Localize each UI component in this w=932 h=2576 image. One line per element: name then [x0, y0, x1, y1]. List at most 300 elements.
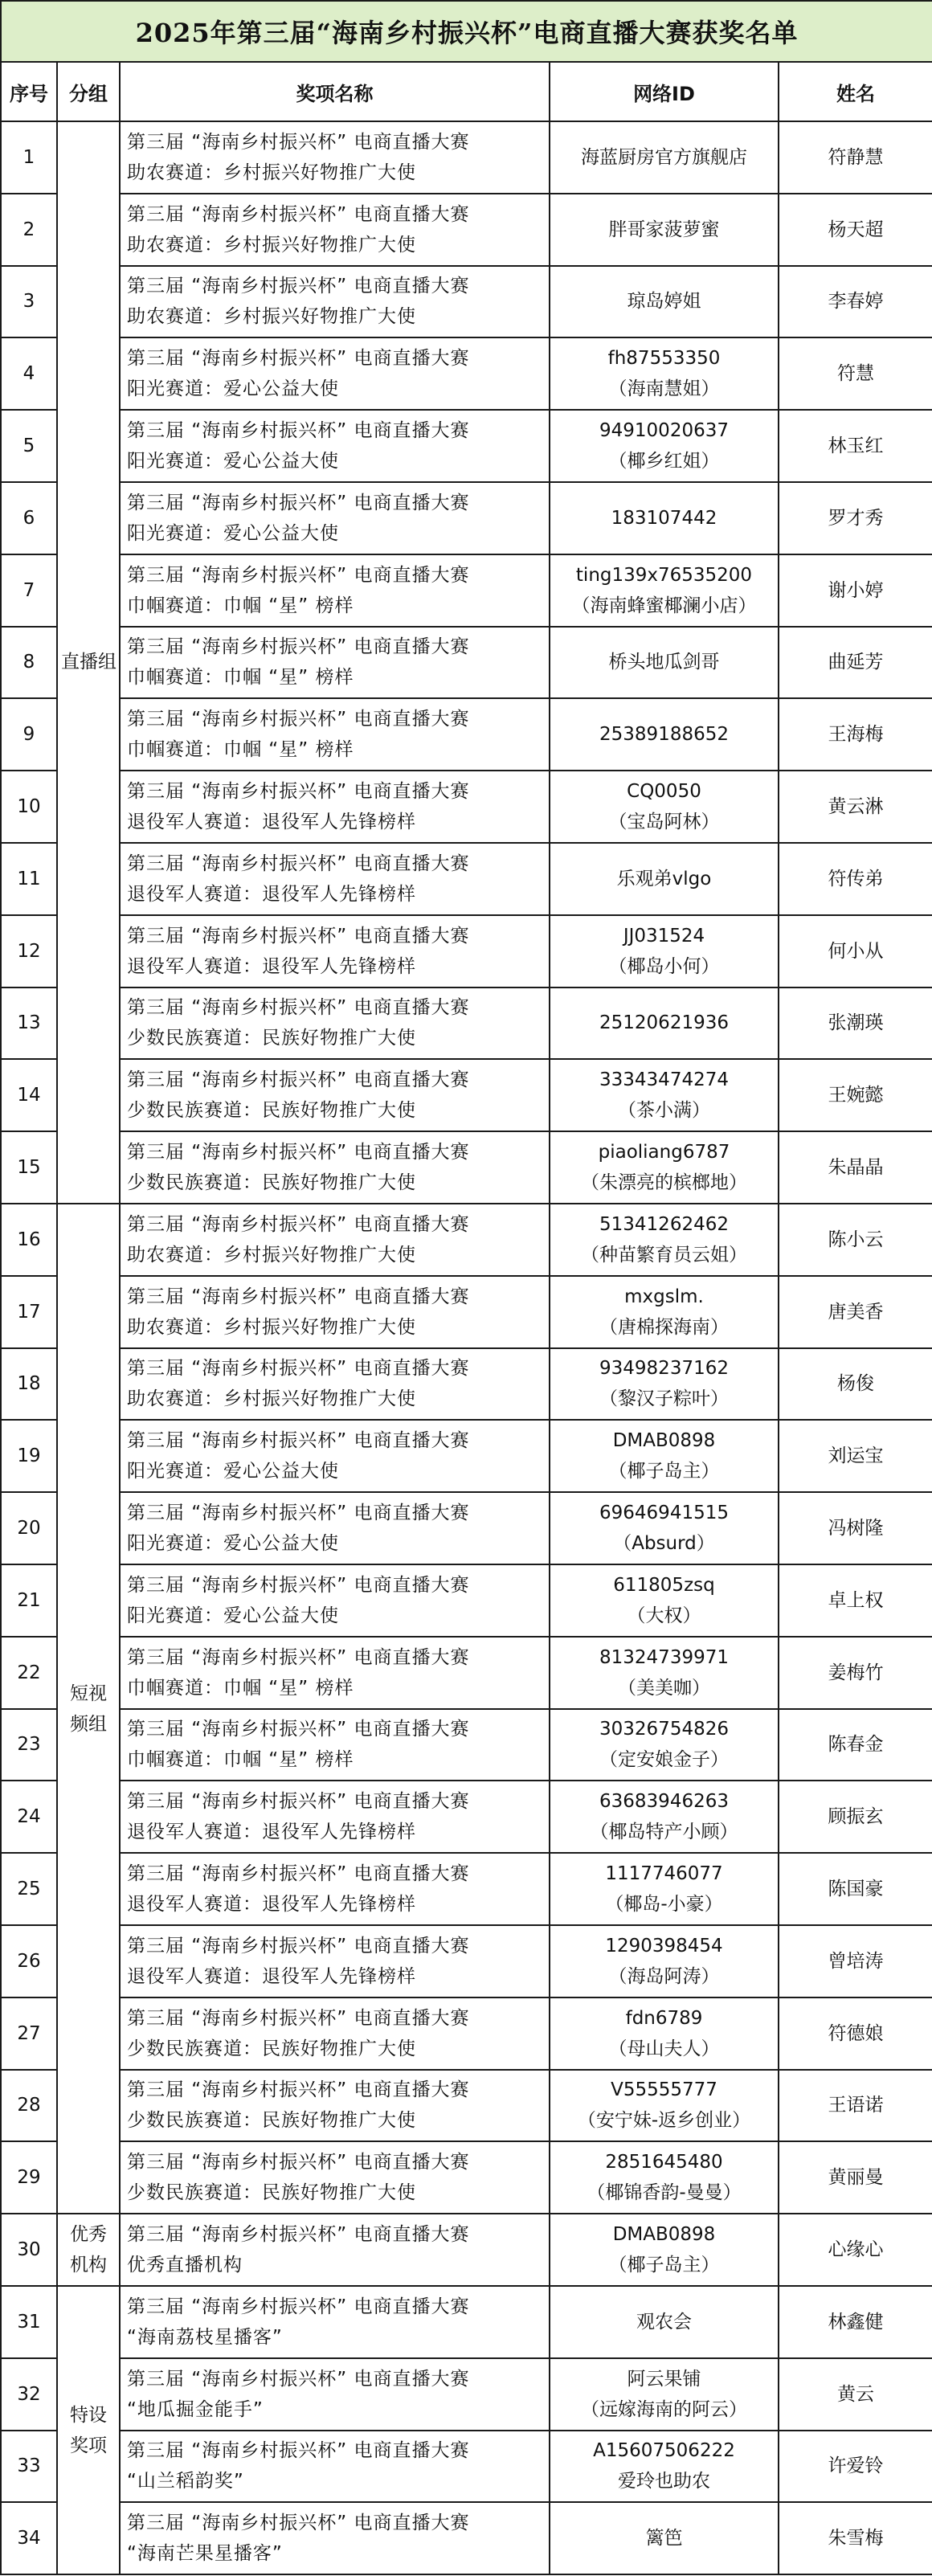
netid-line: 33343474274	[599, 1069, 729, 1091]
netid-line: （朱漂亮的槟榔地）	[581, 1172, 747, 1194]
group-label: 短视	[70, 1683, 107, 1704]
award-cell	[120, 2358, 550, 2431]
award-line: 第三届 “海南乡村振兴杯” 电商直播大赛	[127, 276, 470, 297]
netid-cell	[550, 1348, 779, 1421]
netid-cell	[550, 698, 779, 771]
table-row	[1, 2070, 932, 2142]
netid-cell	[550, 1059, 779, 1131]
award-cell	[120, 915, 550, 987]
award-line: 退役军人赛道：退役军人先锋榜样	[127, 1894, 416, 1916]
award-line: 巾帼赛道：巾帼 “星” 榜样	[127, 1677, 354, 1699]
award-line: 第三届 “海南乡村振兴杯” 电商直播大赛	[127, 853, 470, 874]
award-cell	[120, 266, 550, 338]
header-award: 奖项名称	[120, 62, 550, 121]
table-row	[1, 1348, 932, 1421]
award-line: 阳光赛道：爱心公益大使	[127, 1605, 339, 1626]
person-name: 顾振玄	[779, 1781, 932, 1853]
award-line: 退役军人赛道：退役军人先锋榜样	[127, 955, 416, 977]
netid-line: 25120621936	[599, 1012, 729, 1034]
award-line: 第三届 “海南乡村振兴杯” 电商直播大赛	[127, 925, 470, 947]
table-row	[1, 1564, 932, 1637]
row-number: 1	[1, 121, 57, 194]
netid-cell	[550, 2431, 779, 2503]
netid-cell	[550, 1564, 779, 1637]
netid-line: 611805zsq	[613, 1574, 715, 1596]
person-name: 许爱铃	[779, 2431, 932, 2503]
netid-line: ting139x76535200	[575, 564, 753, 586]
netid-line: （黎汉子粽叶）	[599, 1388, 729, 1410]
award-cell	[120, 1492, 550, 1564]
row-number: 33	[1, 2431, 57, 2503]
person-name: 李春婷	[779, 266, 932, 338]
award-line: 阳光赛道：爱心公益大使	[127, 378, 339, 400]
award-cell	[120, 1564, 550, 1637]
table-row	[1, 1204, 932, 1276]
netid-cell	[550, 987, 779, 1060]
award-cell	[120, 1420, 550, 1492]
row-number: 17	[1, 1276, 57, 1348]
group-cell	[57, 2286, 120, 2574]
award-cell	[120, 1276, 550, 1348]
person-name: 杨天超	[779, 194, 932, 266]
netid-line: 2851645480	[605, 2152, 723, 2173]
netid-line: fdn6789	[625, 2007, 703, 2029]
page-title: 2025年第三届“海南乡村振兴杯”电商直播大赛获奖名单	[1, 1, 932, 62]
netid-line: 篱笆	[645, 2528, 683, 2549]
netid-cell	[550, 2502, 779, 2574]
table-row	[1, 1709, 932, 1781]
person-name: 王婉懿	[779, 1059, 932, 1131]
award-line: 巾帼赛道：巾帼 “星” 榜样	[127, 739, 354, 761]
award-line: 第三届 “海南乡村振兴杯” 电商直播大赛	[127, 1646, 470, 1668]
award-line: 第三届 “海南乡村振兴杯” 电商直播大赛	[127, 1503, 470, 1524]
person-name: 符传弟	[779, 843, 932, 915]
award-line: 第三届 “海南乡村振兴杯” 电商直播大赛	[127, 1574, 470, 1596]
row-number: 2	[1, 194, 57, 266]
row-number: 24	[1, 1781, 57, 1853]
person-name: 曲延芳	[779, 627, 932, 699]
netid-line: piaoliang6787	[598, 1142, 730, 1163]
netid-line: （椰锦香韵-曼曼）	[587, 2182, 742, 2204]
table-row	[1, 987, 932, 1060]
award-line: 助农赛道：乡村振兴好物推广大使	[127, 306, 416, 328]
table-row	[1, 1997, 932, 2070]
row-number: 22	[1, 1637, 57, 1709]
netid-line: 63683946263	[599, 1791, 729, 1813]
award-line: 第三届 “海南乡村振兴杯” 电商直播大赛	[127, 1213, 470, 1235]
netid-line: 81324739971	[599, 1646, 729, 1668]
row-number: 29	[1, 2141, 57, 2214]
netid-line: （Absurd）	[613, 1533, 715, 1555]
row-number: 27	[1, 1997, 57, 2070]
table-row	[1, 266, 932, 338]
netid-line: （远嫁海南的阿云）	[581, 2398, 747, 2420]
netid-cell	[550, 194, 779, 266]
netid-line: （椰乡红姐）	[608, 451, 720, 472]
netid-cell	[550, 2070, 779, 2142]
netid-line: （茶小满）	[618, 1100, 710, 1122]
netid-line: 1117746077	[605, 1863, 723, 1885]
group-label: 优秀	[70, 2224, 107, 2245]
person-name: 陈春金	[779, 1709, 932, 1781]
netid-line: （海南蜂蜜椰澜小店）	[571, 595, 757, 616]
table-row	[1, 1131, 932, 1204]
netid-line: 94910020637	[599, 420, 729, 442]
row-number: 4	[1, 337, 57, 410]
row-number: 7	[1, 554, 57, 627]
award-line: 少数民族赛道：民族好物推广大使	[127, 1028, 416, 1049]
row-number: 28	[1, 2070, 57, 2142]
netid-line: 25389188652	[599, 724, 729, 746]
netid-cell	[550, 1131, 779, 1204]
award-line: 第三届 “海南乡村振兴杯” 电商直播大赛	[127, 564, 470, 586]
table-row	[1, 1637, 932, 1709]
netid-line: A15607506222	[593, 2440, 735, 2462]
row-number: 26	[1, 1925, 57, 1997]
row-number: 9	[1, 698, 57, 771]
award-line: 助农赛道：乡村振兴好物推广大使	[127, 1388, 416, 1410]
award-line: 第三届 “海南乡村振兴杯” 电商直播大赛	[127, 492, 470, 513]
award-cell	[120, 843, 550, 915]
netid-cell	[550, 1637, 779, 1709]
netid-cell	[550, 1276, 779, 1348]
award-line: 第三届 “海南乡村振兴杯” 电商直播大赛	[127, 131, 470, 153]
netid-line: DMAB0898	[612, 1430, 716, 1452]
netid-line: （海岛阿涛）	[608, 1965, 720, 1987]
netid-cell	[550, 627, 779, 699]
award-cell	[120, 2141, 550, 2214]
award-line: 退役军人赛道：退役军人先锋榜样	[127, 812, 416, 833]
table-row	[1, 2141, 932, 2214]
table-row	[1, 1492, 932, 1564]
table-row	[1, 337, 932, 410]
netid-cell	[550, 121, 779, 194]
netid-line: （美美咖）	[618, 1677, 710, 1699]
header-group: 分组	[57, 62, 120, 121]
person-name: 符德娘	[779, 1997, 932, 2070]
group-label: 直播组	[61, 652, 117, 673]
table-body	[1, 121, 932, 2574]
award-line: 退役军人赛道：退役军人先锋榜样	[127, 1965, 416, 1987]
award-line: 第三届 “海南乡村振兴杯” 电商直播大赛	[127, 2224, 470, 2245]
person-name: 谢小婷	[779, 554, 932, 627]
row-number: 6	[1, 482, 57, 554]
award-line: “地瓜掘金能手”	[127, 2398, 264, 2420]
award-cell	[120, 410, 550, 482]
netid-cell	[550, 1709, 779, 1781]
group-cell	[57, 2214, 120, 2286]
netid-cell	[550, 1492, 779, 1564]
netid-line: CQ0050	[627, 781, 701, 803]
row-number: 34	[1, 2502, 57, 2574]
row-number: 13	[1, 987, 57, 1060]
table-row	[1, 121, 932, 194]
netid-line: DMAB0898	[612, 2224, 716, 2245]
award-line: 第三届 “海南乡村振兴杯” 电商直播大赛	[127, 420, 470, 442]
person-name: 杨俊	[779, 1348, 932, 1421]
row-number: 30	[1, 2214, 57, 2286]
award-line: 助农赛道：乡村振兴好物推广大使	[127, 234, 416, 256]
netid-line: 51341262462	[599, 1213, 729, 1235]
table-row	[1, 410, 932, 482]
netid-line: （唐棉探海南）	[599, 1316, 729, 1338]
netid-line: 30326754826	[599, 1719, 729, 1740]
award-line: 退役军人赛道：退役军人先锋榜样	[127, 883, 416, 905]
netid-line: （宝岛阿林）	[608, 812, 720, 833]
netid-line: （椰子岛主）	[608, 1461, 720, 1482]
award-cell	[120, 2431, 550, 2503]
table-row	[1, 1925, 932, 1997]
award-line: 第三届 “海南乡村振兴杯” 电商直播大赛	[127, 2079, 470, 2101]
award-line: 巾帼赛道：巾帼 “星” 榜样	[127, 1749, 354, 1771]
award-line: 第三届 “海南乡村振兴杯” 电商直播大赛	[127, 1286, 470, 1307]
award-line: 巾帼赛道：巾帼 “星” 榜样	[127, 595, 354, 616]
netid-line: 观农会	[636, 2311, 692, 2333]
netid-line: 胖哥家菠萝蜜	[608, 219, 720, 240]
row-number: 15	[1, 1131, 57, 1204]
award-line: 第三届 “海南乡村振兴杯” 电商直播大赛	[127, 2296, 470, 2317]
row-number: 10	[1, 771, 57, 843]
netid-cell	[550, 843, 779, 915]
award-line: 第三届 “海南乡村振兴杯” 电商直播大赛	[127, 781, 470, 803]
netid-cell	[550, 2214, 779, 2286]
award-line: 第三届 “海南乡村振兴杯” 电商直播大赛	[127, 2152, 470, 2173]
person-name: 王海梅	[779, 698, 932, 771]
person-name: 陈国豪	[779, 1853, 932, 1925]
person-name: 冯树隆	[779, 1492, 932, 1564]
netid-line: （大权）	[627, 1605, 701, 1626]
award-line: 少数民族赛道：民族好物推广大使	[127, 1100, 416, 1122]
award-cell	[120, 337, 550, 410]
netid-cell	[550, 337, 779, 410]
award-line: 第三届 “海南乡村振兴杯” 电商直播大赛	[127, 1069, 470, 1091]
netid-line: 桥头地瓜剑哥	[608, 652, 720, 673]
netid-cell	[550, 1997, 779, 2070]
group-cell	[57, 1204, 120, 2214]
netid-line: （海南慧姐）	[608, 378, 720, 400]
award-cell	[120, 194, 550, 266]
netid-line: 海蓝厨房官方旗舰店	[581, 146, 747, 168]
table-row	[1, 2502, 932, 2574]
netid-line: （椰子岛主）	[608, 2255, 720, 2275]
award-line: 第三届 “海南乡村振兴杯” 电商直播大赛	[127, 2007, 470, 2029]
netid-cell	[550, 771, 779, 843]
award-cell	[120, 1709, 550, 1781]
award-line: 第三届 “海南乡村振兴杯” 电商直播大赛	[127, 1863, 470, 1885]
row-number: 18	[1, 1348, 57, 1421]
award-cell	[120, 627, 550, 699]
person-name: 黄云	[779, 2358, 932, 2431]
table-row	[1, 1276, 932, 1348]
netid-cell	[550, 2141, 779, 2214]
netid-cell	[550, 2286, 779, 2358]
person-name: 符慧	[779, 337, 932, 410]
netid-line: mxgslm.	[624, 1286, 704, 1307]
table-row	[1, 554, 932, 627]
netid-line: fh87553350	[607, 348, 721, 370]
award-line: 助农赛道：乡村振兴好物推广大使	[127, 1316, 416, 1338]
netid-line: JJ031524	[623, 925, 705, 947]
group-label: 奖项	[70, 2435, 107, 2456]
header-name: 姓名	[779, 62, 932, 121]
person-name: 刘运宝	[779, 1420, 932, 1492]
award-cell	[120, 1204, 550, 1276]
person-name: 朱晶晶	[779, 1131, 932, 1204]
person-name: 林鑫健	[779, 2286, 932, 2358]
row-number: 3	[1, 266, 57, 338]
netid-cell	[550, 1204, 779, 1276]
award-line: “海南芒果星播客”	[127, 2543, 283, 2565]
table-row	[1, 1853, 932, 1925]
award-line: 第三届 “海南乡村振兴杯” 电商直播大赛	[127, 1719, 470, 1740]
award-cell	[120, 1925, 550, 1997]
table-row	[1, 1781, 932, 1853]
person-name: 唐美香	[779, 1276, 932, 1348]
award-line: “山兰稻韵奖”	[127, 2471, 244, 2492]
award-cell	[120, 1853, 550, 1925]
table-row	[1, 2286, 932, 2358]
group-cell	[57, 121, 120, 1204]
person-name: 林玉红	[779, 410, 932, 482]
netid-cell	[550, 482, 779, 554]
award-line: 少数民族赛道：民族好物推广大使	[127, 2182, 416, 2204]
award-line: 第三届 “海南乡村振兴杯” 电商直播大赛	[127, 997, 470, 1019]
netid-line: V55555777	[611, 2079, 717, 2101]
row-number: 32	[1, 2358, 57, 2431]
table-row	[1, 2358, 932, 2431]
person-name: 王语诺	[779, 2070, 932, 2142]
award-line: 阳光赛道：爱心公益大使	[127, 1533, 339, 1555]
award-cell	[120, 2502, 550, 2574]
award-line: 第三届 “海南乡村振兴杯” 电商直播大赛	[127, 1791, 470, 1813]
award-line: 第三届 “海南乡村振兴杯” 电商直播大赛	[127, 203, 470, 225]
netid-line: 69646941515	[599, 1503, 729, 1524]
award-cell	[120, 1997, 550, 2070]
table-row	[1, 698, 932, 771]
netid-cell	[550, 2358, 779, 2431]
table-row	[1, 1059, 932, 1131]
netid-line: （母山夫人）	[608, 2038, 720, 2059]
person-name: 卓上权	[779, 1564, 932, 1637]
netid-line: （安宁妹-返乡创业）	[577, 2110, 751, 2132]
award-cell	[120, 554, 550, 627]
netid-cell	[550, 1781, 779, 1853]
netid-line: （椰岛特产小顾）	[590, 1822, 738, 1843]
row-number: 14	[1, 1059, 57, 1131]
netid-cell	[550, 554, 779, 627]
row-number: 16	[1, 1204, 57, 1276]
netid-line: （种苗繁育员云姐）	[581, 1244, 747, 1266]
award-cell	[120, 1131, 550, 1204]
award-line: 第三届 “海南乡村振兴杯” 电商直播大赛	[127, 2440, 470, 2462]
netid-cell	[550, 915, 779, 987]
award-cell	[120, 1348, 550, 1421]
netid-line: 阿云果铺	[627, 2368, 701, 2390]
award-cell	[120, 482, 550, 554]
award-line: 阳光赛道：爱心公益大使	[127, 1461, 339, 1482]
award-cell	[120, 1059, 550, 1131]
person-name: 心缘心	[779, 2214, 932, 2286]
award-line: 第三届 “海南乡村振兴杯” 电商直播大赛	[127, 1430, 470, 1452]
table-row	[1, 843, 932, 915]
row-number: 20	[1, 1492, 57, 1564]
award-line: 优秀直播机构	[127, 2255, 243, 2275]
netid-line: 93498237162	[599, 1358, 729, 1380]
row-number: 12	[1, 915, 57, 987]
table-row	[1, 771, 932, 843]
header-no: 序号	[1, 62, 57, 121]
row-number: 23	[1, 1709, 57, 1781]
netid-line: 183107442	[611, 507, 717, 529]
netid-line: 爱玲也助农	[618, 2471, 710, 2492]
group-label: 频组	[70, 1713, 107, 1735]
award-line: 助农赛道：乡村振兴好物推广大使	[127, 162, 416, 183]
netid-cell	[550, 1925, 779, 1997]
person-name: 姜梅竹	[779, 1637, 932, 1709]
person-name: 朱雪梅	[779, 2502, 932, 2574]
award-cell	[120, 2070, 550, 2142]
award-line: 第三届 “海南乡村振兴杯” 电商直播大赛	[127, 636, 470, 658]
award-line: 第三届 “海南乡村振兴杯” 电商直播大赛	[127, 348, 470, 370]
table-row	[1, 915, 932, 987]
table-row	[1, 2431, 932, 2503]
row-number: 11	[1, 843, 57, 915]
award-line: 第三届 “海南乡村振兴杯” 电商直播大赛	[127, 2513, 470, 2534]
award-line: “海南荔枝星播客”	[127, 2326, 283, 2348]
award-line: 少数民族赛道：民族好物推广大使	[127, 1172, 416, 1194]
award-line: 第三届 “海南乡村振兴杯” 电商直播大赛	[127, 1142, 470, 1163]
netid-line: 1290398454	[605, 1935, 723, 1957]
table-row	[1, 627, 932, 699]
row-number: 21	[1, 1564, 57, 1637]
netid-cell	[550, 410, 779, 482]
netid-line: （定安娘金子）	[599, 1749, 729, 1771]
award-line: 第三届 “海南乡村振兴杯” 电商直播大赛	[127, 1358, 470, 1380]
person-name: 曾培涛	[779, 1925, 932, 1997]
person-name: 黄丽曼	[779, 2141, 932, 2214]
award-line: 巾帼赛道：巾帼 “星” 榜样	[127, 667, 354, 689]
netid-cell	[550, 266, 779, 338]
group-label: 特设	[70, 2404, 107, 2426]
table-row	[1, 2214, 932, 2286]
award-cell	[120, 698, 550, 771]
award-line: 阳光赛道：爱心公益大使	[127, 451, 339, 472]
person-name: 张潮瑛	[779, 987, 932, 1060]
netid-line: 乐观弟vlgo	[616, 868, 712, 889]
award-line: 第三届 “海南乡村振兴杯” 电商直播大赛	[127, 1935, 470, 1957]
award-cell	[120, 987, 550, 1060]
award-line: 少数民族赛道：民族好物推广大使	[127, 2038, 416, 2059]
award-line: 第三届 “海南乡村振兴杯” 电商直播大赛	[127, 709, 470, 730]
row-number: 5	[1, 410, 57, 482]
table-row	[1, 482, 932, 554]
row-number: 25	[1, 1853, 57, 1925]
netid-line: （椰岛-小豪）	[605, 1894, 723, 1916]
table-row	[1, 1420, 932, 1492]
award-line: 退役军人赛道：退役军人先锋榜样	[127, 1822, 416, 1843]
netid-line: （椰岛小何）	[608, 955, 720, 977]
header-netid: 网络ID	[550, 62, 779, 121]
person-name: 黄云淋	[779, 771, 932, 843]
person-name: 何小从	[779, 915, 932, 987]
table-row	[1, 194, 932, 266]
row-number: 19	[1, 1420, 57, 1492]
award-cell	[120, 121, 550, 194]
netid-cell	[550, 1420, 779, 1492]
award-cell	[120, 2286, 550, 2358]
person-name: 罗才秀	[779, 482, 932, 554]
netid-cell	[550, 1853, 779, 1925]
